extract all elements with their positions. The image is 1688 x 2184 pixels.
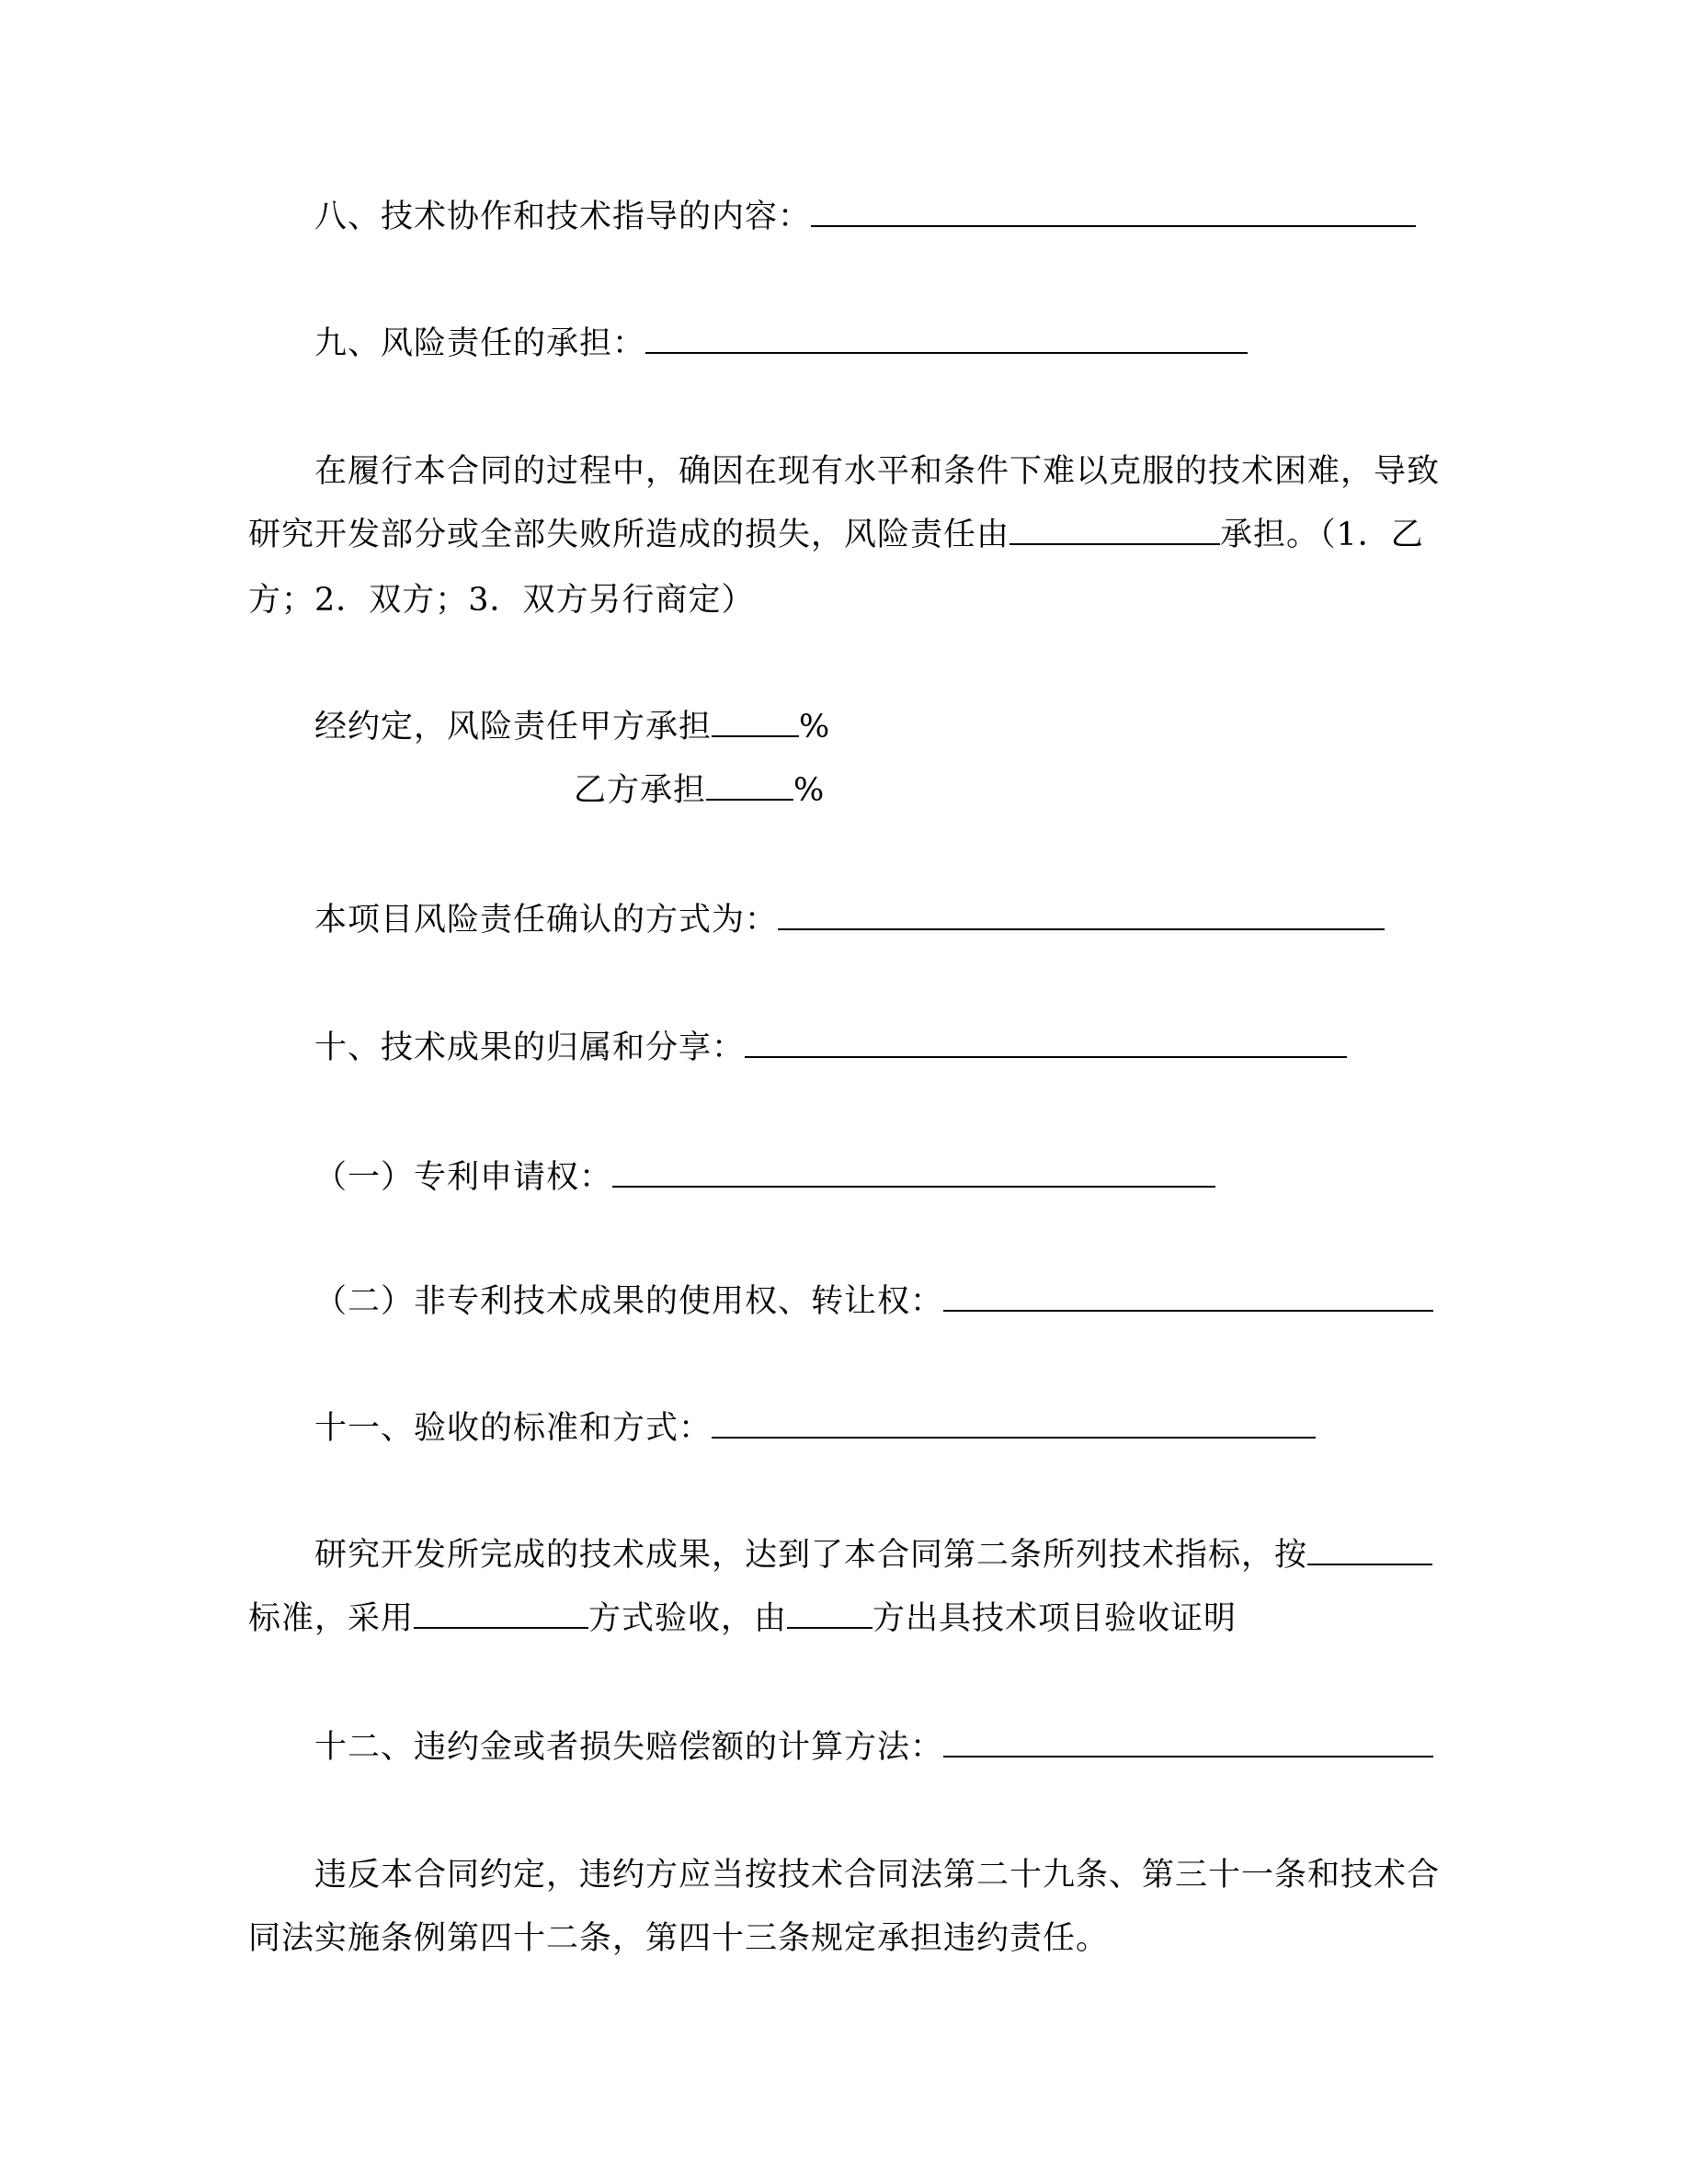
tech-cooperation-field[interactable]: [811, 198, 1416, 227]
risk-para-line-2: [248, 515, 1424, 555]
risk-party-field[interactable]: [1009, 516, 1220, 545]
acceptance-text: 方式验收，由: [588, 1600, 788, 1637]
section-9-label: 九、风险责任的承担：: [314, 325, 646, 362]
risk-para-line-3: 方；2．双方；3．双方另行商定）: [248, 582, 755, 619]
breach-para-line-1: 违反本合同约定，违约方应当按技术合同法第二十九条、第三十一条和技术合: [314, 1857, 1441, 1894]
section-10-label: 十、技术成果的归属和分享：: [314, 1029, 746, 1066]
standard-field[interactable]: [1307, 1536, 1432, 1565]
section-10-1-label: （一）专利申请权：: [314, 1159, 613, 1196]
risk-share-a: [314, 707, 830, 747]
breach-para-line-2: 同法实施条例第四十二条，第四十三条规定承担违约责任。: [248, 1920, 1110, 1957]
section-9: [314, 324, 1248, 364]
acceptance-para-line-2: [248, 1598, 1237, 1639]
party-b-percent-field[interactable]: [706, 771, 793, 801]
section-8-label: 八、技术协作和技术指导的内容：: [314, 199, 812, 235]
results-ownership-field[interactable]: [745, 1029, 1347, 1058]
method-field[interactable]: [414, 1599, 588, 1629]
acceptance-field[interactable]: [712, 1409, 1316, 1439]
risk-share-a-label: 经约定，风险责任甲方承担: [314, 709, 713, 745]
risk-share-b-label: 乙方承担: [574, 772, 707, 809]
acceptance-text: 方出具技术项目验收证明: [873, 1600, 1237, 1637]
section-12: [314, 1727, 1433, 1768]
acceptance-text: 标准，采用: [248, 1600, 415, 1637]
patent-right-field[interactable]: [612, 1158, 1215, 1188]
acceptance-text: 研究开发所完成的技术成果，达到了本合同第二条所列技术指标，按: [314, 1537, 1308, 1574]
risk-share-b: [574, 770, 825, 811]
risk-para-line-1: 在履行本合同的过程中，确因在现有水平和条件下难以克服的技术困难，导致: [314, 453, 1441, 490]
section-10-1: [314, 1157, 1215, 1198]
risk-confirm: [314, 900, 1385, 940]
non-patent-right-field[interactable]: [943, 1282, 1433, 1312]
issuer-field[interactable]: [787, 1599, 873, 1629]
percent-sign: %: [793, 772, 826, 809]
section-11: [314, 1408, 1316, 1449]
risk-confirm-field[interactable]: [778, 901, 1385, 930]
risk-bearing-field[interactable]: [645, 324, 1248, 354]
section-10: [314, 1028, 1347, 1068]
percent-sign: %: [799, 709, 831, 745]
section-8: [314, 197, 1416, 237]
risk-para-text: 承担。（1．乙: [1220, 517, 1424, 553]
section-10-2: [314, 1281, 1433, 1322]
risk-para-text: 研究开发部分或全部失败所造成的损失，风险责任由: [248, 517, 1010, 553]
section-12-label: 十二、违约金或者损失赔偿额的计算方法：: [314, 1729, 944, 1766]
risk-confirm-label: 本项目风险责任确认的方式为：: [314, 902, 779, 938]
section-10-2-label: （二）非专利技术成果的使用权、转让权：: [314, 1283, 944, 1320]
penalty-calc-field[interactable]: [943, 1728, 1433, 1757]
party-a-percent-field[interactable]: [712, 708, 799, 737]
acceptance-para-line-1: [314, 1535, 1432, 1575]
section-11-label: 十一、验收的标准和方式：: [314, 1410, 713, 1447]
